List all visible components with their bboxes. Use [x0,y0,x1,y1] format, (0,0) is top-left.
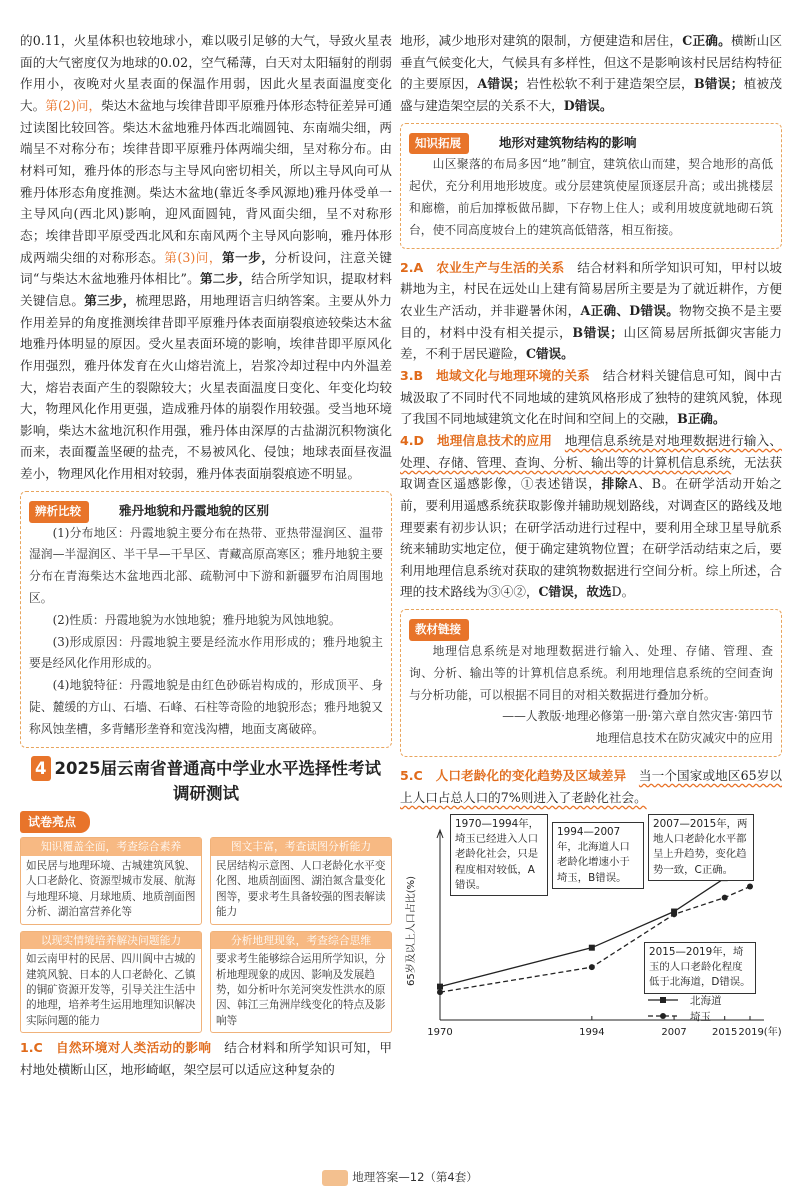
page-footer [0,1168,800,1188]
x-tick-label: 2015 [711,1027,738,1039]
step-label: 第三步， [84,292,136,308]
footer-text: 地理答案—12（第4套） [352,1170,478,1184]
text-segment: 岩性松软不利于建造架空层， [525,76,694,92]
legend-marker-saitama [660,1013,666,1019]
q1-text: 结合材料和所学知识可知，甲村地处横断山区，地形崎岖，架空层可以适应这种复杂的 [20,1039,392,1077]
text-segment: 的0.11，火星体积也较地球小，难以吸引足够的大气，导致火星表面的大气密度仅为地球的0.02，空气稀薄，白天对太阳辐射的削弱作用小，夜晚对火星表面的保温作用弱，因此火星表面温度变化大。 [20,33,392,113]
highlight-card-body: 如民居与地理环境、古城建筑风貌、人口老龄化、资源型城市发展、航海与地理环境、月球地质、地质剖面图分析、湖泊富营养化等 [26,860,196,919]
highlight-card [210,931,392,1033]
chart-annotation: 2015—2019年，埼玉的人口老龄化程度低于北海道，D错误。 [644,942,756,993]
text-segment: 物物交换不是主要目的，材料中没有相关提示， [400,302,782,340]
highlights-grid [20,837,392,1033]
text-segment: ，无法获取调查区遥感影像，①表述错误， [400,454,783,492]
highlight-card-head: 知识覆盖全面，考查综合素养 [21,838,201,856]
exam-title [20,756,392,807]
right-column [400,30,782,1042]
highlight-card-body: 民居结构示意图、人口老龄化水平变化图、地质剖面图、湖泊氮含量变化图等，要求考生具备较强的图表解读能力 [216,860,386,919]
wavy-underlined-text: 当一个国家或地区65岁以上人口占总人口的7%则进入了老龄化社会。 [400,767,783,805]
text-segment: 梳理思路，用地理语言归纳答案。主要从外力作用差异的角度推测埃律昔即平原雅丹体表面崩裂痕迹较柴达木盆地雅丹体明显的原因。受火星表面环境的影响，埃律昔即平原风化作用强烈，雅丹体发育在火山熔岩流上，岩浆冷却过程中内外温差大，熔岩表面产生的裂隙较大；火星表面温度日变化、年变化均较大，物理风化作用更强，造成雅丹体的崩裂作用较强。受当地环境影响，柴达木盆地沉积作用强，雅丹体由深厚的古盐湖沉积物演化而来，表面覆盖坚硬的盐壳，不易被风化、侵蚀；地球表面昼夜温差小，物理风化作用相对较弱，雅丹体表面崩裂痕迹不明显。 [20,292,393,482]
textbook-source: 地理信息技术在防灾减灾中的应用 [596,731,773,746]
x-tick-label: 2019(年) [738,1027,782,1039]
q1-head: 1.C 自然环境对人类活动的影响 [20,1039,212,1055]
textbook-tag: 教材链接 [409,619,469,641]
text-segment: 结合所学知识，提取材料关键信息。 [20,271,393,308]
q5-head: 5.C 人口老龄化的变化趋势及区域差异 [400,767,627,783]
data-point-saitama [589,964,595,970]
data-point-saitama [722,895,728,901]
compare-item: (1)分布地区：丹霞地貌主要分布在热带、亚热带湿润区、温带湿润—半湿润区、半干旱—干旱区、青藏高原高寒区；雅丹地貌主要分布在青海柴达木盆地西北部、疏勒河中下游和新疆罗布泊周围地区。 [29,525,383,605]
highlight-card-head: 图文丰富，考查读图分析能力 [211,838,391,856]
verdict: B错误； [693,76,744,92]
aging-chart [400,812,782,1042]
text-segment: 山区简易居所抵御灾害能力差，不利于居民避险， [400,324,783,362]
highlight-card [20,837,202,924]
highlight-card-body: 如云南甲村的民居、四川阆中古城的建筑风貌、日本的人口老龄化、乙镇的铜矿资源开发等，引导关注生活中的地理，培养考生运用地理知识解决实际问题的能力 [26,953,196,1027]
left-column [20,30,392,1080]
textbook-source: ——人教版·地理必修第一册·第六章自然灾害·第四节 [502,709,773,724]
highlights-tag: 试卷亮点 [20,811,90,834]
wavy-underlined-text: 地理信息系统是对地理数据进行输入、处理、存储、管理、查询、分析、输出等的计算机信息系统 [400,432,782,470]
text-segment: 柴达木盆地与埃律昔即平原雅丹体形态特征差异可通过读图比较回答。柴达木盆地雅丹体西北端圆钝、东南端尖细，两端呈不对称分布；埃律昔即平原雅丹体两端尖细，呈对称分布。由材料可知，雅丹体的形态与主导风向密切相关，所以主导风向可从雅丹体形态角度推测。柴达木盆地(靠近冬季风源地)雅丹体受单一主导风向(西北风)影响，迎风面圆钝，背风面尖细，呈不对称形态；埃律昔即平原受西北风和东南风两个主导风向影响，雅丹体形成两端尖细的对称形态。 [20,97,392,265]
x-tick-label: 1994 [579,1027,605,1039]
verdict: A正确、D错误。 [580,302,680,318]
y-axis-label: 65岁及以上人口占比(%) [406,876,417,987]
verdict: C错误。 [525,346,574,362]
q3-answer [400,365,782,430]
verdict: B正确。 [677,411,726,427]
text-segment: A、B。在研学活动开始之前，要利用遥感系统获取影像并辅助规划路线，对调查区的路线及地理要素有初步认识；在研学活动进行过程中，要利用全球卫星导航系统来辅助实地定位，便于确定建筑物位置；在研学活动结束之后，要利用地理信息系统对获取的建筑物数据进行空间分析。综上所述，合理的技术路线为③④②， [400,476,782,600]
step-label: 第一步， [222,249,275,265]
text-segment: 结合材料和所学知识可知，甲村以坡耕地为主，村民在远处山上建有简易居所主要是为了就近耕作，方便农业生产活动，并非避暑休闲， [400,259,783,318]
highlight-card-head: 以现实情境培养解决问题能力 [21,932,201,950]
data-point-saitama [671,912,677,918]
q2-answer [400,257,782,365]
text-segment: 横断山区垂直气候变化大，气候具有多样性，但这不是影响该村民居结构特征的主要原因， [400,33,783,92]
compare-item: (3)形成原因：丹霞地貌主要是经流水作用形成的；雅丹地貌主要是经风化作用形成的。 [29,634,383,671]
text-segment: 分析设问，注意关键词“与柴达木盆地雅丹体相比”。 [20,249,393,287]
highlight-card-head: 分析地理现象，考查综合思维 [211,932,391,950]
expand-box [400,123,782,249]
x-tick-label: 1970 [427,1027,453,1039]
q4-head: 4.D 地理信息技术的应用 [400,432,553,448]
brand-logo-icon [322,1170,348,1186]
verdict: A错误； [477,76,526,92]
q1-continued [400,30,782,117]
text-segment: 植被茂盛与建造架空层的关系不大， [400,76,783,113]
verdict: 排除 [601,476,629,492]
highlight-card-body: 要求考生能够综合运用所学知识，分析地理现象的成因、影响及发展趋势，如分析叶尔羌河突发性洪水的原因、韩江三角洲岸线变化的特点及影响等 [216,953,386,1027]
expand-title: 地形对建筑物结构的影响 [499,134,637,150]
analysis-paragraph [20,30,392,485]
compare-tag: 辨析比较 [29,501,89,523]
text-segment: D。 [611,584,635,600]
verdict: D错误。 [563,97,613,113]
verdict: C错误，故选 [538,584,612,600]
data-point-saitama [747,884,753,890]
q2-head: 2.A 农业生产与生活的关系 [400,259,565,275]
chart-annotation: 1994—2007年，北海道人口老龄化增速小于埼玉，B错误。 [552,822,644,888]
compare-item: (4)地貌特征：丹霞地貌是由红色砂砾岩构成的，形成顶平、身陡、麓缓的方山、石墙、石峰、石柱等奇险的地貌形态；雅丹地貌又称风蚀垄槽，多背鳍形垄脊和宽浅沟槽，地面支离破碎。 [29,678,383,736]
x-tick-label: 2007 [661,1027,687,1039]
data-point-hokkaido [437,984,443,990]
step-label: 第二步， [199,271,252,287]
q1-answer [20,1037,392,1080]
q5-answer [400,765,782,808]
q3-head: 3.B 地域文化与地理环境的关系 [400,367,590,383]
chart-annotation: 2007—2015年，两地人口老龄化水平都呈上升趋势，变化趋势一致，C正确。 [648,814,754,880]
legend-label-saitama: 埼玉 [690,1011,711,1024]
chart-annotation: 1970—1994年，埼玉已经进入人口老龄化社会，只是程度相对较低，A错误。 [450,814,548,895]
data-point-saitama [437,989,443,995]
q4-answer [400,430,782,603]
expand-tag: 知识拓展 [409,133,469,155]
text-segment: 地形，减少地形对建筑的限制，方便建造和居住， [400,33,683,48]
text-segment: 结合材料关键信息可知，阆中古城汲取了不同时代不同地域的建筑风格形成了独特的建筑风貌，体现了我国不同地域建筑文化在时间和空间上的交融， [400,367,783,427]
question-ref: 第(3)问， [164,249,223,265]
compare-box [20,491,392,748]
data-point-hokkaido [589,945,595,951]
exam-title-line1: 2025届云南省普通高中学业水平选择性考试 [54,758,381,778]
verdict: B错误； [572,324,623,340]
question-ref: 第(2)问， [45,97,102,113]
legend-marker-hokkaido [660,997,666,1003]
textbook-box [400,609,782,757]
compare-item: (2)性质：丹霞地貌为水蚀地貌；雅丹地貌为风蚀地貌。 [52,612,341,627]
expand-text: 山区聚落的布局多因“地”制宜，建筑依山而建，契合地形的高低起伏，充分利用地形坡度。或分层建筑使屋顶逐层升高；或出挑楼层和廊檐，前后加撑板做吊脚，下存物上住人；或利用坡度就地砌石筑台，使不同高度坡台上的建筑高低错落，相互衔接。 [409,157,773,237]
textbook-text: 地理信息系统是对地理数据进行输入、处理、存储、管理、查询、分析、输出等的计算机信息系统。利用地理信息系统的空间查询与分析功能，可以根据不同目的对相关数据进行叠加分析。 [409,643,773,702]
highlight-card [210,837,392,924]
exam-number: 4 [31,756,50,782]
legend-label-hokkaido: 北海道 [690,995,722,1008]
verdict: C正确。 [682,33,731,48]
highlight-card [20,931,202,1033]
exam-title-line2: 调研测试 [173,784,239,804]
compare-title: 雅丹地貌和丹霞地貌的区别 [119,502,270,518]
